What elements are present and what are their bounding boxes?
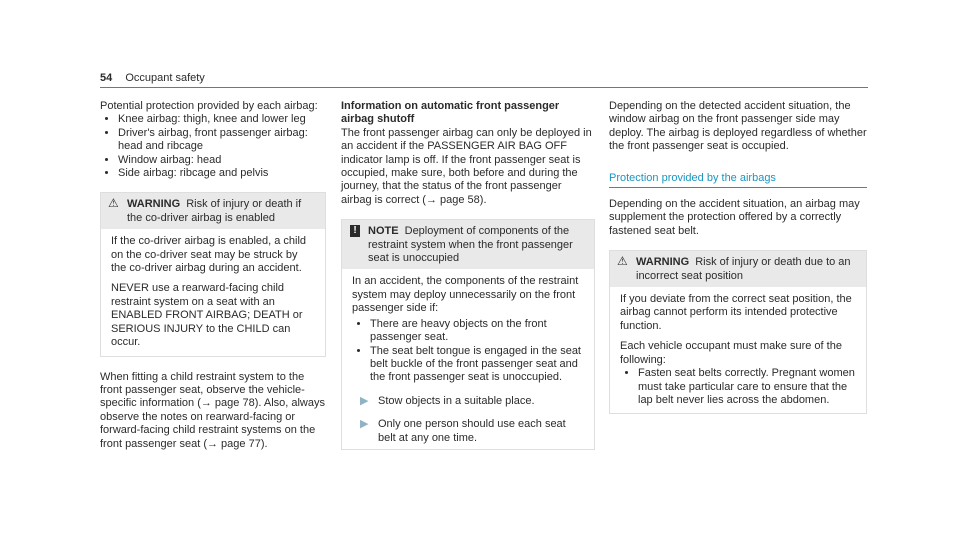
airbag-protection-list [100,113,326,180]
header-divider [100,87,868,88]
list-item: • Side airbag: ribcage and pelvis [118,167,326,180]
page-header [100,72,205,85]
note-list [352,318,584,385]
child-restraint-text: When fitting a child restraint system to the front passenger seat, observe the vehicle-specific information (→ page 78). Also, always observe the notes on rearward-facing or forward-facing child restraint systems on the front passenger seat (→ page 77). [100,370,325,450]
action-step [352,418,584,445]
warning-keyword: WARNING [636,256,690,269]
note-box [341,219,595,450]
warning-heading: Risk of injury or death due to an incorrect seat position [636,256,851,282]
note-keyword: NOTE [368,225,399,238]
section-name: Occupant safety [125,72,205,84]
list-item: • Window airbag: head [118,154,326,167]
window-airbag-text: Depending on the detected accident situation, the window airbag on the front passenger side may deploy. The airbag is deployed regardless of whether the front passenger seat is occupied. [609,100,867,153]
list-item: • The seat belt tongue is engaged in the seat belt buckle of the front passenger seat and the front passenger seat is unoccupied. [370,345,584,385]
exclamation-icon: ! [350,225,360,237]
warning-text: If you deviate from the correct seat position, the airbag cannot perform its intended protective function. [620,293,852,332]
warning-body [610,287,866,413]
warning-text: Each vehicle occupant must make sure of the following: [620,340,842,366]
warning-heading: Risk of injury or death if the co-driver airbag is enabled [127,198,302,224]
list-item: • Driver's airbag, front passenger airbag: head and ribcage [118,127,326,154]
subsection-title: Information on automatic front passenger airbag shutoff [341,100,560,126]
action-text: Stow objects in a suitable place. [378,394,535,407]
warning-box [609,250,867,414]
note-heading: Deployment of components of the restraint system when the front passenger seat is unoccupied [368,225,573,265]
intro-text: Potential protection provided by each airbag: [100,100,318,112]
warning-header [101,193,325,229]
warning-list [620,367,856,407]
warning-triangle-icon: ⚠ [108,196,119,211]
column-left [100,100,326,451]
column-middle [341,100,595,450]
warning-keyword: WARNING [127,198,181,211]
warning-box [100,192,326,356]
warning-triangle-icon: ⚠ [617,254,628,269]
list-item: • Fasten seat belts correctly. Pregnant women must take particular care to ensure that the lap belt never lies across the abdomen. [638,367,856,407]
warning-body [101,229,325,355]
shutoff-text: The front passenger airbag can only be deployed in an accident if the PASSENGER AIR BAG OFF indicator lamp is off. If the front passenger seat is occupied, make sure, both before and during the journey, that the status of the front passenger airbag is correct (→ page 58). [341,126,592,206]
warning-header [610,251,866,287]
warning-text: NEVER use a rearward-facing child restraint system on a seat with an ENABLED FRONT AIRBAG; DEATH or SERIOUS INJURY to the CHILD can occur. [111,282,303,349]
action-text: Only one person should use each seat belt at any one time. [378,418,566,444]
note-header [342,220,594,269]
protection-text: Depending on the accident situation, an airbag may supplement the protection offered by a correctly fastened seat belt. [609,198,860,237]
action-arrow-icon: ▶ [360,394,369,407]
action-step [352,395,584,408]
list-item: • Knee airbag: thigh, knee and lower leg [118,113,326,126]
page-number: 54 [100,72,113,84]
note-text: In an accident, the components of the restraint system may deploy unnecessarily on the front passenger side if: [352,275,579,315]
list-item: • There are heavy objects on the front passenger seat. [370,318,584,345]
note-body [342,269,594,448]
column-right [609,100,867,414]
warning-text: If the co-driver airbag is enabled, a child on the co-driver seat may be struck by the co-driver airbag during an accident. [111,235,307,275]
action-arrow-icon: ▶ [360,418,369,431]
section-heading: Protection provided by the airbags [609,172,867,188]
